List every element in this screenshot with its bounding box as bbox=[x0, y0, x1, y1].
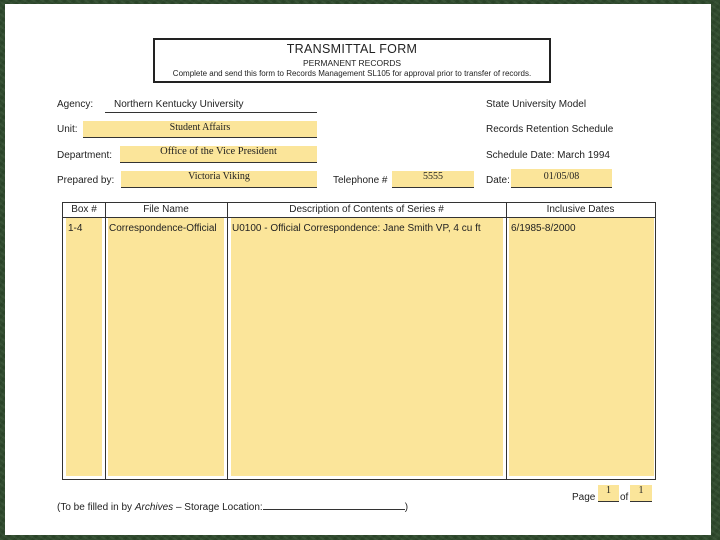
unit-label: Unit: bbox=[57, 124, 78, 135]
schedule-date: Schedule Date: March 1994 bbox=[486, 150, 610, 161]
department-underline bbox=[120, 162, 317, 163]
header-description: Description of Contents of Series # bbox=[289, 204, 444, 215]
department-label: Department: bbox=[57, 150, 113, 161]
page-current-value: 1 bbox=[606, 485, 611, 496]
form-title: TRANSMITTAL FORM bbox=[286, 42, 418, 56]
cell-box-number: 1-4 bbox=[68, 223, 83, 234]
prepared-by-label: Prepared by: bbox=[57, 175, 115, 186]
agency-underline bbox=[105, 112, 317, 113]
records-retention-schedule: Records Retention Schedule bbox=[486, 124, 614, 135]
box-column-fill bbox=[66, 218, 102, 476]
cell-description: U0100 - Official Correspondence: Jane Smith VP, 4 cu ft bbox=[232, 223, 481, 234]
records-table bbox=[62, 202, 656, 480]
telephone-value: 5555 bbox=[423, 171, 443, 182]
storage-note-archives: Archives bbox=[134, 502, 174, 513]
unit-underline bbox=[83, 137, 317, 138]
page-total-underline bbox=[630, 501, 652, 502]
column-divider bbox=[227, 203, 228, 479]
department-value: Office of the Vice President bbox=[160, 146, 277, 157]
page-total-value: 1 bbox=[638, 485, 644, 496]
description-column-fill bbox=[231, 218, 503, 476]
form-title-box bbox=[153, 38, 551, 83]
agency-label: Agency: bbox=[57, 99, 94, 110]
telephone-underline bbox=[392, 187, 474, 188]
form-subtitle: PERMANENT RECORDS bbox=[302, 58, 402, 68]
form-instructions: Complete and send this form to Records Management SL105 for approval prior to transfer of records. bbox=[172, 69, 532, 78]
date-value: 01/05/08 bbox=[543, 171, 580, 182]
storage-note-suffix: – Storage Location: bbox=[173, 502, 263, 513]
page-label: Page bbox=[572, 492, 596, 503]
telephone-label: Telephone # bbox=[333, 175, 388, 186]
storage-note-close: ) bbox=[404, 502, 409, 513]
of-label: of bbox=[620, 492, 629, 503]
table-header-divider bbox=[63, 217, 655, 218]
date-label: Date: bbox=[486, 175, 510, 186]
date-underline bbox=[511, 187, 612, 188]
header-file-name: File Name bbox=[143, 204, 189, 215]
column-divider bbox=[506, 203, 507, 479]
page-current-underline bbox=[598, 501, 619, 502]
prepared-by-value: Victoria Viking bbox=[188, 171, 250, 182]
cell-inclusive-dates: 6/1985-8/2000 bbox=[511, 223, 576, 234]
agency-value: Northern Kentucky University bbox=[114, 99, 244, 110]
storage-location-underline bbox=[263, 509, 405, 510]
cell-file-name: Correspondence-Official bbox=[109, 223, 217, 234]
dates-column-fill bbox=[509, 218, 654, 476]
file-name-column-fill bbox=[108, 218, 224, 476]
transmittal-form-page bbox=[5, 4, 711, 535]
state-university-model: State University Model bbox=[486, 99, 587, 110]
header-box-number: Box # bbox=[71, 204, 97, 215]
unit-value: Student Affairs bbox=[169, 122, 231, 133]
storage-note-prefix: (To be filled in by bbox=[57, 502, 135, 513]
storage-location-note bbox=[57, 502, 408, 513]
prepared-by-underline bbox=[121, 187, 317, 188]
column-divider bbox=[105, 203, 106, 479]
header-inclusive-dates: Inclusive Dates bbox=[546, 204, 615, 215]
